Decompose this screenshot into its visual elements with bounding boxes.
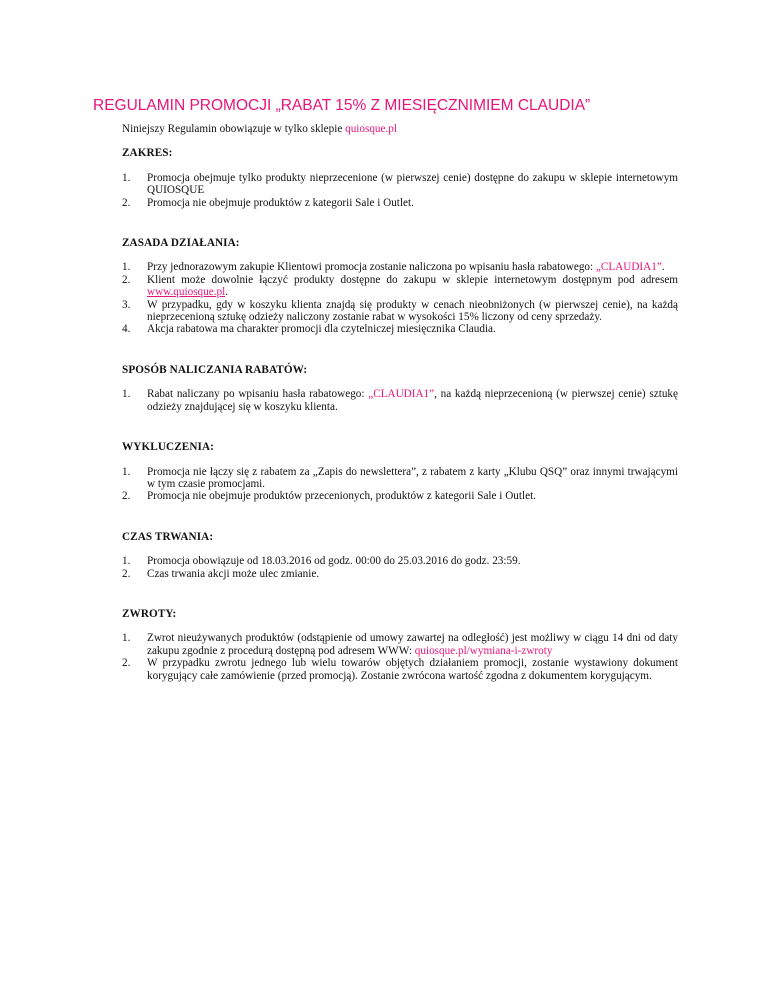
- intro-store-link[interactable]: quiosque.pl: [345, 123, 397, 135]
- list-item: [122, 261, 678, 273]
- intro-paragraph: [122, 123, 678, 135]
- promo-code: „CLAUDIA1”: [595, 261, 662, 274]
- list-item: [122, 274, 678, 299]
- list-item-text-end: .: [661, 261, 665, 274]
- list-item-text: Klient może dowolnie łączyć produkty dostępne do zakupu w sklepie internetowym dostępnym pod adresem: [147, 273, 678, 286]
- list-item: [122, 490, 678, 502]
- list-item: [122, 388, 678, 413]
- section-heading-zwroty: ZWROTY:: [122, 607, 177, 620]
- list-item: [122, 568, 678, 580]
- section-wykluczenia: [122, 441, 678, 503]
- list-sposob: [122, 388, 678, 413]
- list-item-text: Przy jednorazowym zakupie Klientowi promocja zostanie naliczona po wpisaniu hasła rabatowego:: [147, 261, 596, 274]
- list-item-text: Rabat naliczany po wpisaniu hasła rabatowego:: [147, 388, 369, 401]
- list-number: 2.: [122, 567, 131, 580]
- list-item-text: Czas trwania akcji może ulec zmianie.: [147, 567, 320, 580]
- section-heading-czas: CZAS TRWANIA:: [122, 530, 214, 543]
- list-zwroty: [122, 632, 678, 682]
- list-number: 2.: [122, 490, 131, 503]
- list-item-text-end: , na każdą nieprzecenioną (w pierwszej cenie) sztukę odzieży znajdującej się w koszyku klienta.: [147, 388, 678, 413]
- list-item-text: Promocja nie łączy się z rabatem za „Zapis do newslettera”, z rabatem z karty „Klubu QSQ” oraz innymi trwającymi w tym czasie promocjami.: [147, 465, 678, 490]
- page-title: REGULAMIN PROMOCJI „RABAT 15% Z MIESIĘCZNIMIEM CLAUDIA”: [93, 97, 591, 114]
- list-number: 1.: [122, 388, 131, 401]
- list-number: 2.: [122, 657, 131, 670]
- section-zwroty: [122, 608, 678, 682]
- promo-code: „CLAUDIA1”: [368, 388, 435, 401]
- list-zakres: [122, 172, 678, 209]
- list-item-text: W przypadku zwrotu jednego lub wielu towarów objętych działaniem promocji, zostanie wystawiony dokument korygujący całe zamówienie (przed promocją). Zostanie zwrócona wartość zgodna z dokumentem korygującym.: [147, 657, 678, 682]
- list-item-text: W przypadku, gdy w koszyku klienta znajdą się produkty w cenach nieobniżonych (w pierwszej cenie), na każdą nieprzecenioną sztukę odzieży naliczony zostanie rabat w wysokości 15% liczony od ceny sprzedaży.: [147, 298, 678, 324]
- list-zasada: [122, 261, 678, 335]
- list-item: [122, 466, 678, 491]
- intro-text: Niniejszy Regulamin obowiązuje w tylko sklepie: [122, 123, 346, 135]
- list-item-text: Promocja nie obejmuje produktów przecenionych, produktów z kategorii Sale i Outlet.: [147, 490, 536, 503]
- list-number: 2.: [122, 273, 131, 286]
- section-sposob: [122, 364, 678, 413]
- list-number: 1.: [122, 261, 131, 274]
- list-number: 1.: [122, 465, 131, 478]
- list-item-text: Promocja obejmuje tylko produkty nieprzecenione (w pierwszej cenie) dostępne do zakupu w sklepie internetowym QUIOSQUE: [147, 171, 678, 197]
- list-item: [122, 172, 678, 197]
- list-item-text: Zwrot nieużywanych produktów (odstąpienie od umowy zawartej na odległość) jest możliwy w ciągu 14 dni od daty zakupu zgodnie z procedurą dostępną pod adresem WWW:: [147, 632, 678, 657]
- list-item: [122, 657, 678, 682]
- section-czas: [122, 531, 678, 580]
- list-number: 1.: [122, 171, 131, 184]
- section-heading-sposob: SPOSÓB NALICZANIA RABATÓW:: [122, 363, 308, 376]
- list-item: [122, 323, 678, 335]
- list-number: 4.: [122, 323, 131, 336]
- list-number: 2.: [122, 196, 131, 209]
- list-item: [122, 299, 678, 324]
- list-item: [122, 632, 678, 657]
- list-item-text: Promocja nie obejmuje produktów z kategorii Sale i Outlet.: [147, 196, 414, 209]
- list-item-text: Promocja obowiązuje od 18.03.2016 od godz. 00:00 do 25.03.2016 do godz. 23:59.: [147, 555, 521, 568]
- list-item: [122, 197, 678, 209]
- section-heading-zasada: ZASADA DZIAŁANIA:: [122, 237, 240, 250]
- list-number: 1.: [122, 555, 131, 568]
- list-number: 1.: [122, 632, 131, 645]
- list-czas: [122, 555, 678, 580]
- list-item-text: Akcja rabatowa ma charakter promocji dla czytelniczej miesięcznika Claudia.: [147, 323, 496, 336]
- store-url-link[interactable]: www.quiosque.pl: [147, 286, 226, 299]
- list-item-text-end: .: [225, 286, 228, 299]
- list-item: [122, 555, 678, 567]
- returns-link[interactable]: quiosque.pl/wymiana-i-zwroty: [414, 644, 553, 657]
- section-zakres: [122, 147, 678, 209]
- section-heading-wykluczenia: WYKLUCZENIA:: [122, 441, 214, 454]
- section-heading-zakres: ZAKRES:: [122, 147, 173, 160]
- document-body: [122, 123, 678, 710]
- list-wykluczenia: [122, 466, 678, 503]
- list-number: 3.: [122, 298, 131, 311]
- section-zasada: [122, 237, 678, 336]
